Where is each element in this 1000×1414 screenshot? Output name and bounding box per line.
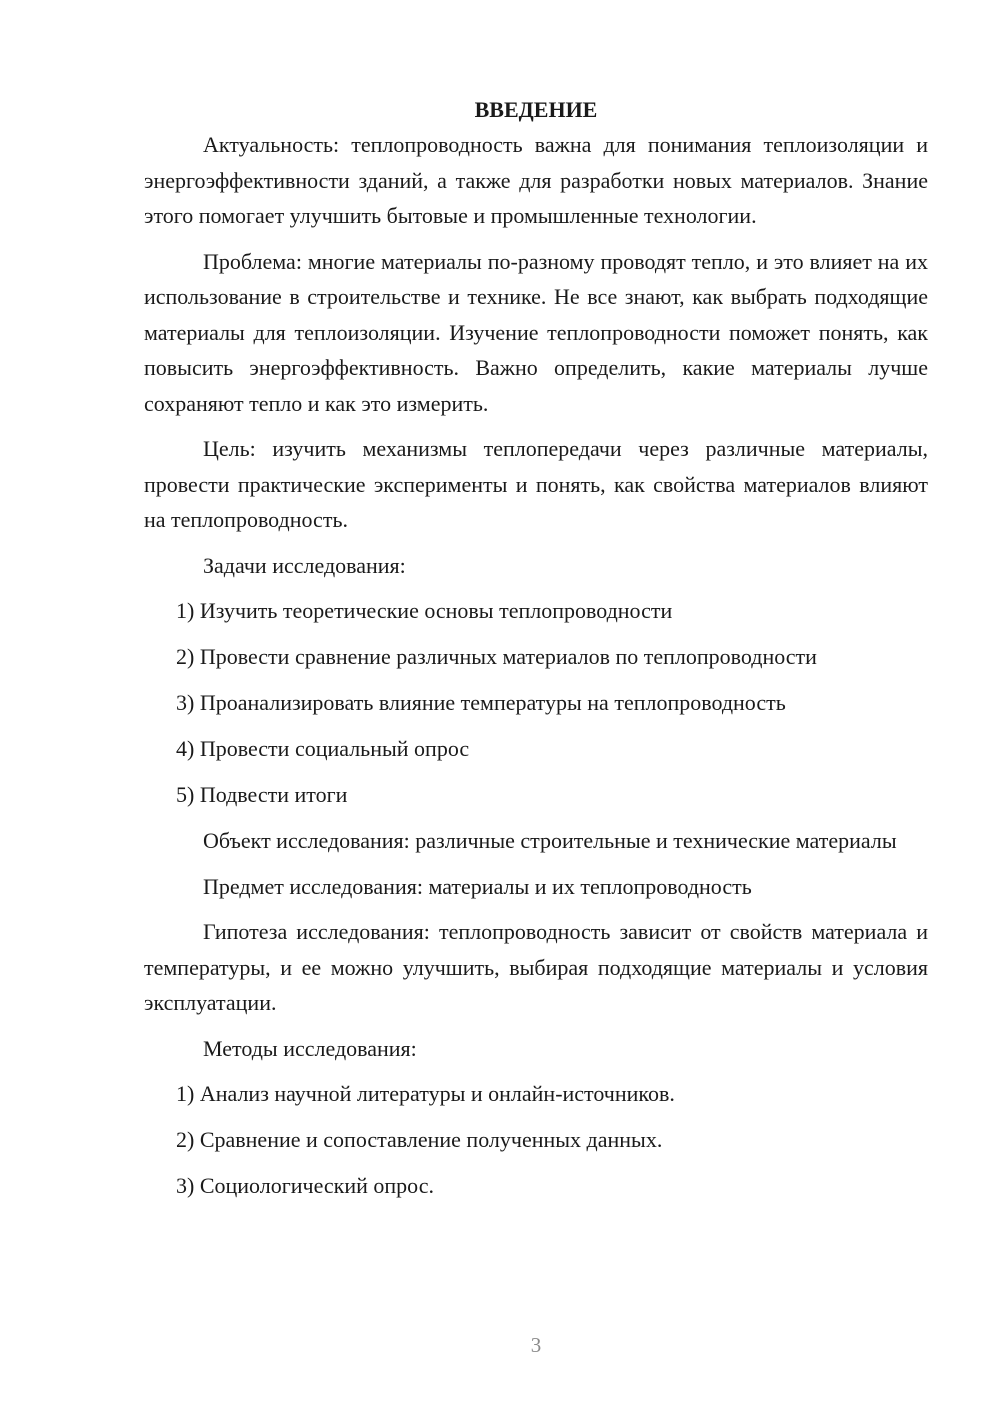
page-title: ВВЕДЕНИЕ bbox=[474, 97, 598, 122]
relevance-paragraph: Актуальность: теплопроводность важна для понимания теплоизоляции и энергоэффективности зданий, а также для разработки новых материалов. Знание этого помогает улучшить бытовые и промышленные технологии. bbox=[144, 132, 928, 228]
problem-paragraph: Проблема: многие материалы по-разному проводят тепло, и это влияет на их использование в строительстве и технике. Не все знают, как выбрать подходящие материалы для теплоизоляции. Изучение теплопроводности поможет понять, как повысить энергоэффективность. Важно определить, какие материалы лучше сохраняют тепло и как это измерить. bbox=[144, 248, 928, 416]
tasks-list bbox=[144, 593, 928, 813]
list-item: 3) Социологический опрос. bbox=[176, 1173, 434, 1198]
document-page bbox=[144, 92, 928, 1214]
list-item: 5) Подвести итоги bbox=[176, 782, 348, 807]
tasks-label: Задачи исследования: bbox=[203, 552, 406, 578]
methods-list bbox=[144, 1076, 928, 1204]
list-item: 3) Проанализировать влияние температуры на теплопроводность bbox=[176, 690, 786, 715]
methods-label: Методы исследования: bbox=[203, 1035, 417, 1061]
page-number: 3 bbox=[530, 1333, 542, 1357]
list-item: 1) Изучить теоретические основы теплопроводности bbox=[176, 598, 673, 623]
hypothesis-paragraph: Гипотеза исследования: теплопроводность зависит от свойств материала и температуры, и ее можно улучшить, выбирая подходящие материалы и условия эксплуатации. bbox=[144, 919, 928, 1015]
list-item: 2) Сравнение и сопоставление полученных данных. bbox=[176, 1127, 663, 1152]
list-item: 1) Анализ научной литературы и онлайн-источников. bbox=[176, 1081, 675, 1106]
object-paragraph: Объект исследования: различные строительные и технические материалы bbox=[203, 828, 897, 853]
list-item: 4) Провести социальный опрос bbox=[176, 736, 470, 761]
subject-paragraph: Предмет исследования: материалы и их теплопроводность bbox=[203, 873, 752, 899]
list-item: 2) Провести сравнение различных материалов по теплопроводности bbox=[176, 644, 817, 669]
goal-paragraph: Цель: изучить механизмы теплопередачи через различные материалы, провести практические эксперименты и понять, как свойства материалов влияют на теплопроводность. bbox=[144, 436, 928, 532]
